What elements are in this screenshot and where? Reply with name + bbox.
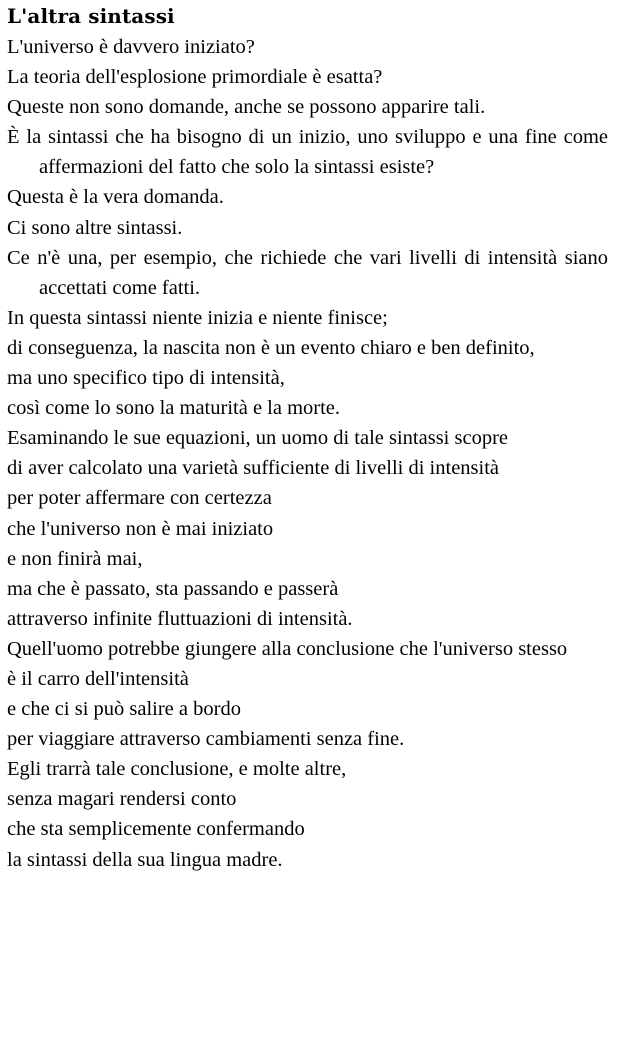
text-line: ma uno specifico tipo di intensità, xyxy=(7,367,285,390)
text-line: per viaggiare attraverso cambiamenti senza fine. xyxy=(7,728,405,751)
poem-body xyxy=(7,32,608,875)
text-line: Ci sono altre sintassi. xyxy=(7,216,183,239)
text-line: Ce n'è una, per esempio, che richiede che vari livelli di intensità siano accettati come fatti. xyxy=(7,246,608,299)
text-line: La teoria dell'esplosione primordiale è esatta? xyxy=(7,66,383,89)
text-line: che sta semplicemente confermando xyxy=(7,818,305,841)
text-line: e non finirà mai, xyxy=(7,547,143,570)
text-line: e che ci si può salire a bordo xyxy=(7,698,241,721)
text-line: È la sintassi che ha bisogno di un inizio, uno sviluppo e una fine come affermazioni del fatto che solo la sintassi esiste? xyxy=(7,126,608,179)
text-line: Quell'uomo potrebbe giungere alla conclusione che l'universo stesso xyxy=(7,637,568,660)
text-line: senza magari rendersi conto xyxy=(7,788,237,811)
text-line: che l'universo non è mai iniziato xyxy=(7,517,274,540)
text-line: L'universo è davvero iniziato? xyxy=(7,36,255,58)
text-line: di conseguenza, la nascita non è un evento chiaro e ben definito, xyxy=(7,336,535,359)
text-line: per poter affermare con certezza xyxy=(7,487,272,510)
text-line: attraverso infinite fluttuazioni di intensità. xyxy=(7,607,353,630)
text-line: di aver calcolato una varietà sufficiente di livelli di intensità xyxy=(7,457,500,480)
text-line: Questa è la vera domanda. xyxy=(7,186,224,209)
text-line: Egli trarrà tale conclusione, e molte altre, xyxy=(7,758,347,781)
text-line: è il carro dell'intensità xyxy=(7,667,189,690)
text-line: Esaminando le sue equazioni, un uomo di tale sintassi scopre xyxy=(7,427,508,450)
text-line: la sintassi della sua lingua madre. xyxy=(7,848,283,871)
document-title: L'altra sintassi xyxy=(7,4,175,28)
text-line: Queste non sono domande, anche se possono apparire tali. xyxy=(7,96,486,119)
text-line: In questa sintassi niente inizia e niente finisce; xyxy=(7,306,388,329)
text-line: ma che è passato, sta passando e passerà xyxy=(7,577,339,600)
text-line: così come lo sono la maturità e la morte. xyxy=(7,397,341,420)
